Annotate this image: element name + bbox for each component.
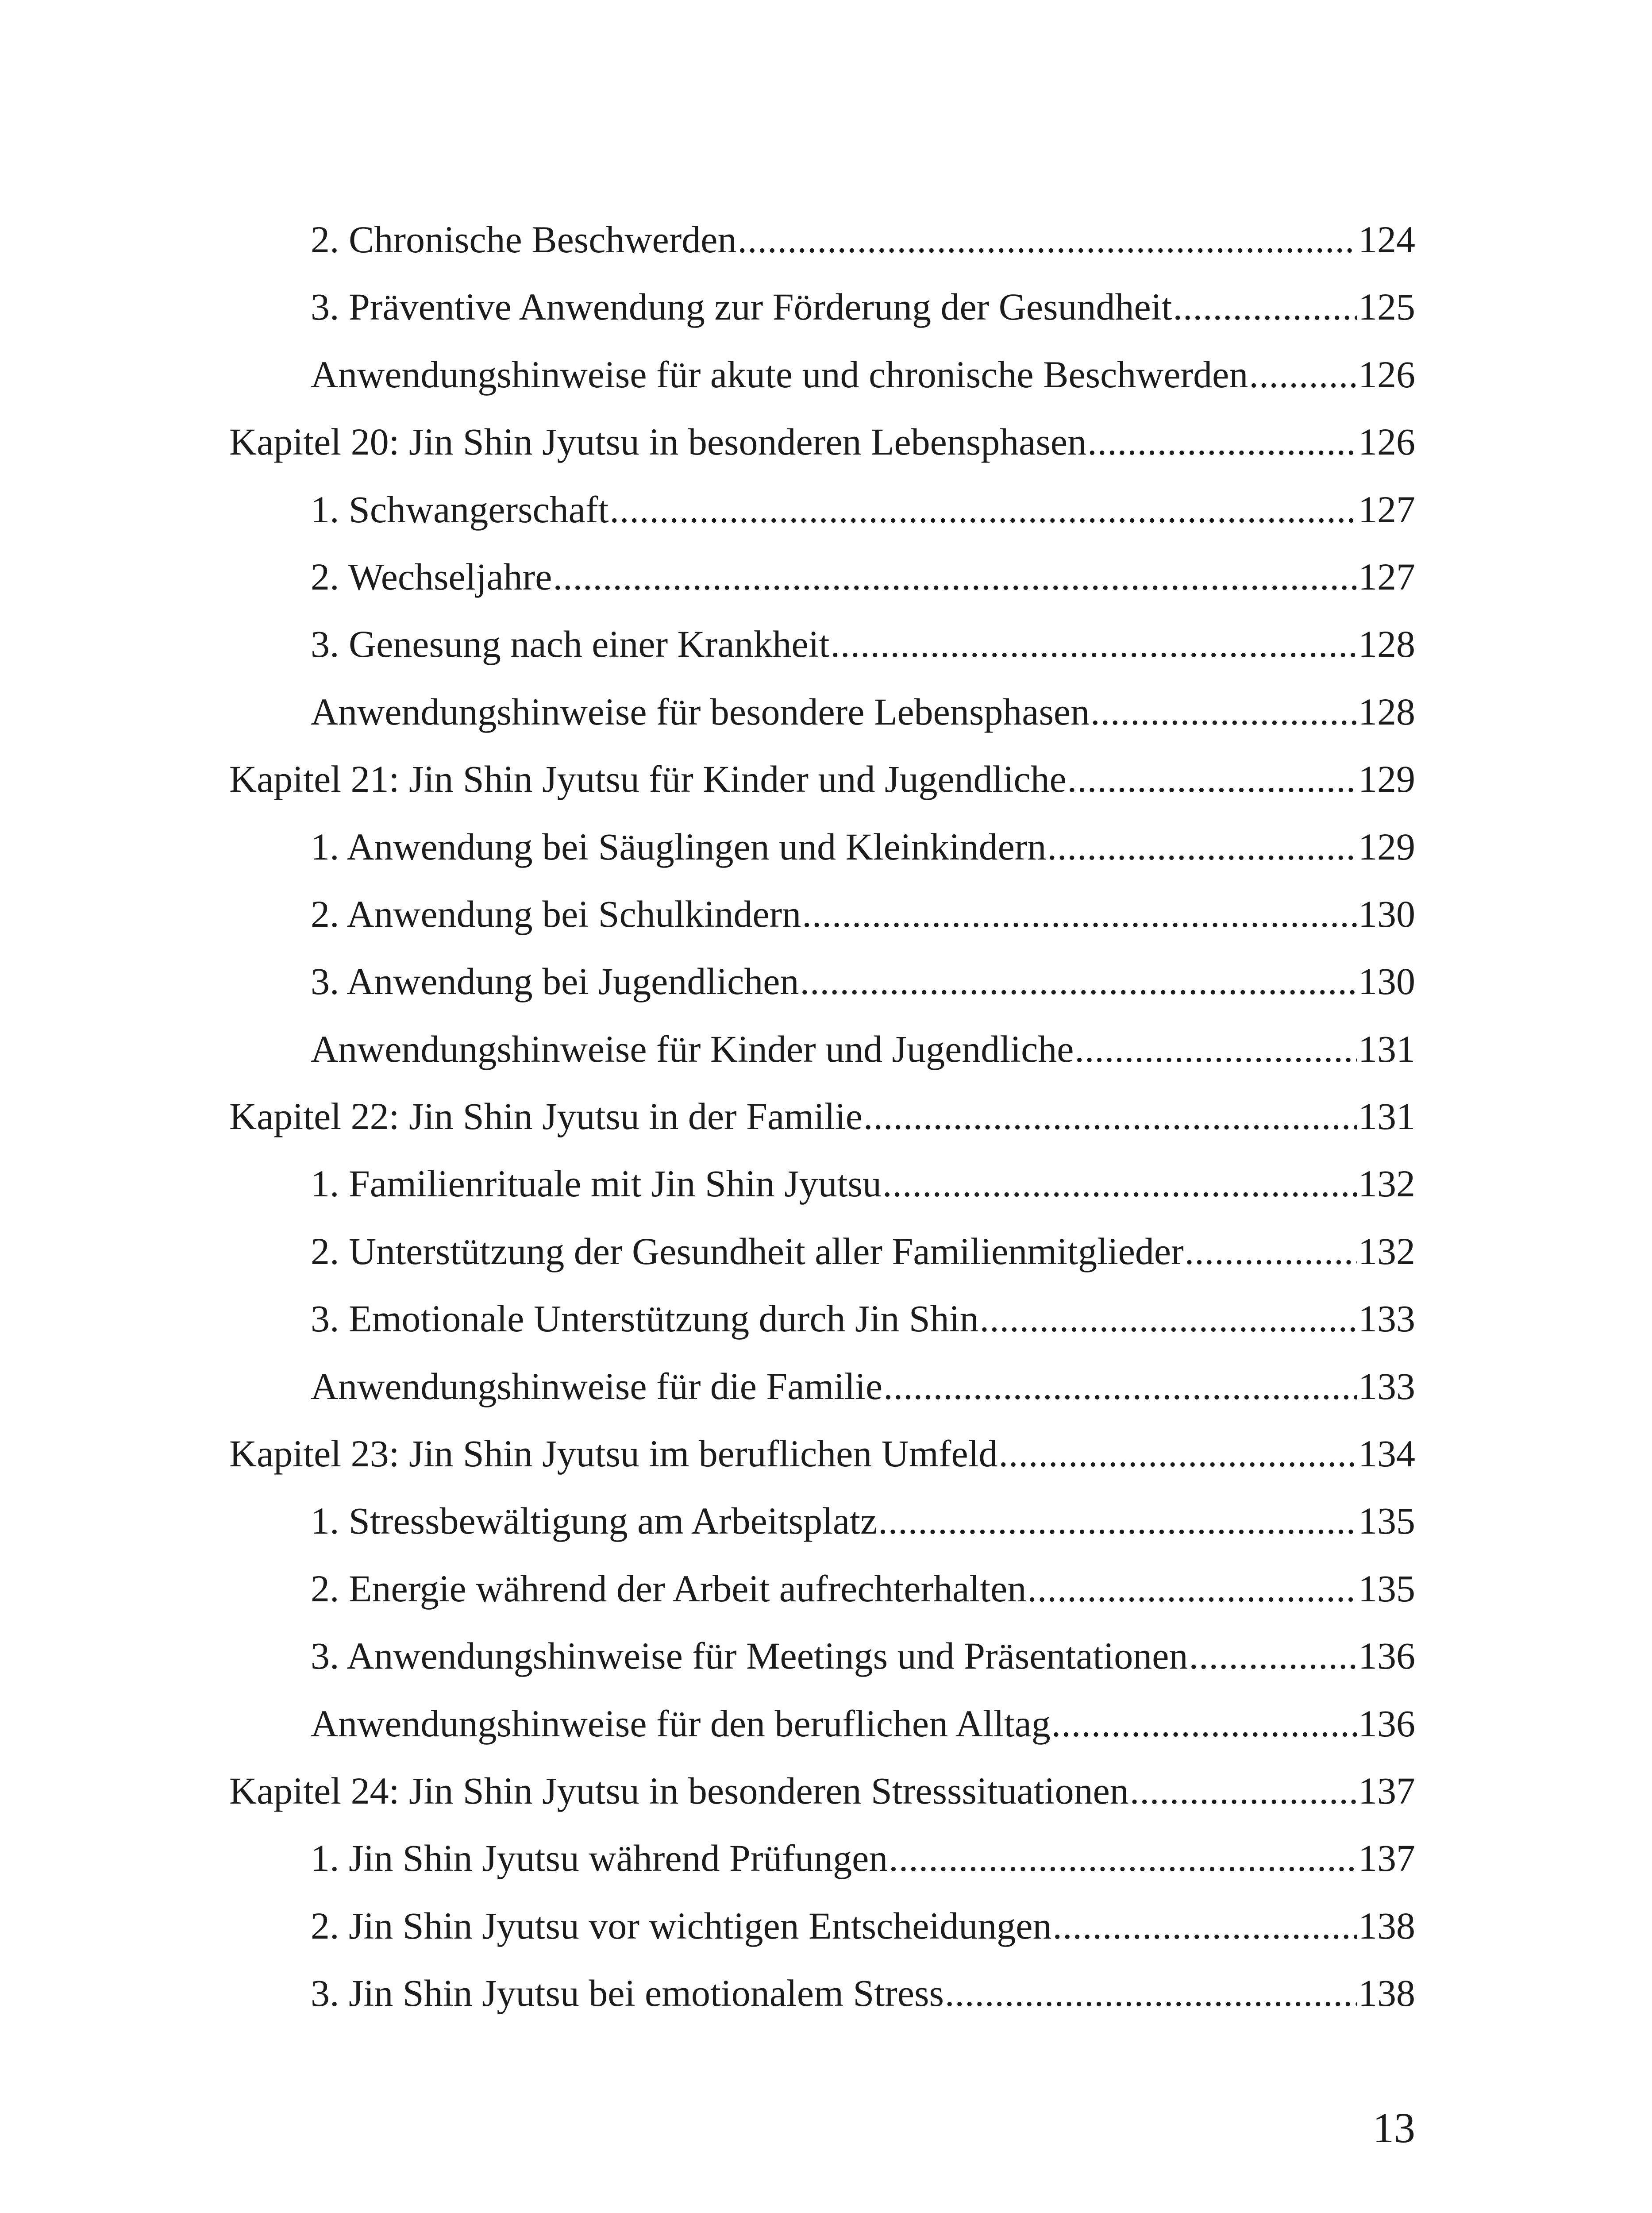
toc-dot-leader [883,1353,1357,1420]
toc-section-entry[interactable] [229,1150,1415,1217]
toc-section-entry[interactable] [229,1690,1415,1757]
toc-section-entry[interactable] [229,1353,1415,1420]
toc-section-entry[interactable] [229,813,1415,880]
toc-section-entry[interactable] [229,1285,1415,1352]
toc-entry-page: 128 [1358,690,1415,733]
toc-entry-page: 136 [1358,1702,1415,1745]
toc-dot-leader [609,476,1357,543]
toc-section-entry[interactable] [229,1555,1415,1622]
toc-entry-page: 137 [1358,1769,1415,1812]
toc-entry-title: 2. Anwendung bei Schulkindern [311,892,801,935]
toc-dot-leader [889,1824,1357,1892]
toc-section-entry[interactable] [229,1622,1415,1689]
toc-entry-page: 133 [1358,1365,1415,1407]
toc-dot-leader [1185,1218,1357,1285]
toc-entry-page: 126 [1358,353,1415,396]
toc-chapter-entry[interactable] [229,745,1415,813]
toc-entry-title: Anwendungshinweise für die Familie [311,1365,883,1407]
toc-dot-leader [1087,408,1357,475]
toc-entry-page: 129 [1358,825,1415,868]
toc-entry-page: 131 [1358,1027,1415,1070]
toc-dot-leader [1047,813,1357,880]
toc-entry-page: 127 [1358,555,1415,598]
toc-entry-title: 3. Anwendung bei Jugendlichen [311,960,799,1003]
toc-dot-leader [999,1420,1357,1487]
toc-dot-leader [1249,341,1357,408]
toc-section-entry[interactable] [229,1487,1415,1554]
toc-dot-leader [863,1083,1357,1150]
toc-entry-title: 1. Jin Shin Jyutsu während Prüfungen [311,1837,888,1880]
toc-entry-page: 133 [1358,1297,1415,1340]
toc-section-entry[interactable] [229,1892,1415,1959]
toc-entry-page: 129 [1358,758,1415,801]
toc-entry-page: 132 [1358,1230,1415,1272]
toc-dot-leader [980,1285,1357,1352]
toc-entry-title: Kapitel 21: Jin Shin Jyutsu für Kinder und Jugendliche [229,758,1067,801]
toc-entry-title: 3. Emotionale Unterstützung durch Jin Shin [311,1297,979,1340]
toc-entry-title: Anwendungshinweise für besondere Lebensphasen [311,690,1090,733]
toc-section-entry[interactable] [229,1015,1415,1083]
toc-entry-page: 128 [1358,623,1415,666]
toc-entry-title: Kapitel 23: Jin Shin Jyutsu im beruflichen Umfeld [229,1432,998,1475]
toc-dot-leader [1189,1622,1357,1689]
toc-entry-page: 130 [1358,960,1415,1003]
toc-entry-page: 132 [1358,1162,1415,1205]
toc-dot-leader [737,206,1357,273]
toc-entry-page: 124 [1358,218,1415,261]
toc-entry-page: 130 [1358,892,1415,935]
toc-section-entry[interactable] [229,610,1415,678]
toc-dot-leader [1027,1555,1357,1622]
toc-entry-title: Anwendungshinweise für Kinder und Jugendliche [311,1027,1074,1070]
toc-section-entry[interactable] [229,273,1415,340]
toc-entry-page: 126 [1358,420,1415,463]
toc-entry-title: 2. Jin Shin Jyutsu vor wichtigen Entscheidungen [311,1904,1052,1947]
toc-entry-page: 135 [1358,1500,1415,1542]
toc-section-entry[interactable] [229,1218,1415,1285]
toc-entry-page: 137 [1358,1837,1415,1880]
toc-entry-title: 1. Anwendung bei Säuglingen und Kleinkindern [311,825,1047,868]
toc-dot-leader [553,543,1357,610]
toc-section-entry[interactable] [229,678,1415,745]
toc-entry-page: 125 [1358,285,1415,328]
toc-dot-leader [882,1150,1357,1217]
toc-dot-leader [878,1487,1357,1554]
toc-chapter-entry[interactable] [229,1420,1415,1487]
toc-entry-title: 3. Anwendungshinweise für Meetings und Präsentationen [311,1635,1188,1677]
toc-dot-leader [1130,1757,1357,1824]
toc-entry-title: 2. Wechseljahre [311,555,552,598]
toc-dot-leader [945,1959,1357,2027]
toc-entry-title: Kapitel 24: Jin Shin Jyutsu in besonderen Stresssituationen [229,1769,1129,1812]
table-of-contents [229,206,1415,2027]
toc-entry-title: 3. Präventive Anwendung zur Förderung der Gesundheit [311,285,1172,328]
toc-entry-title: Anwendungshinweise für akute und chronische Beschwerden [311,353,1248,396]
toc-section-entry[interactable] [229,206,1415,273]
toc-entry-page: 138 [1358,1904,1415,1947]
toc-dot-leader [800,948,1357,1015]
toc-entry-title: Kapitel 22: Jin Shin Jyutsu in der Familie [229,1095,863,1138]
toc-entry-title: 1. Familienrituale mit Jin Shin Jyutsu [311,1162,882,1205]
toc-chapter-entry[interactable] [229,1757,1415,1824]
toc-dot-leader [1067,745,1357,813]
toc-entry-page: 138 [1358,1972,1415,2015]
toc-entry-page: 134 [1358,1432,1415,1475]
toc-entry-title: 3. Jin Shin Jyutsu bei emotionalem Stress [311,1972,944,2015]
toc-dot-leader [831,610,1357,678]
toc-section-entry[interactable] [229,1959,1415,2027]
toc-entry-page: 136 [1358,1635,1415,1677]
toc-dot-leader [1051,1690,1357,1757]
toc-section-entry[interactable] [229,543,1415,610]
toc-dot-leader [1052,1892,1357,1959]
toc-entry-title: 3. Genesung nach einer Krankheit [311,623,830,666]
toc-dot-leader [1074,1015,1357,1083]
toc-entry-page: 135 [1358,1567,1415,1610]
toc-entry-title: 2. Chronische Beschwerden [311,218,737,261]
toc-section-entry[interactable] [229,476,1415,543]
toc-entry-title: 2. Energie während der Arbeit aufrechterhalten [311,1567,1027,1610]
toc-entry-page: 131 [1358,1095,1415,1138]
toc-dot-leader [1173,273,1357,340]
toc-entry-page: 127 [1358,488,1415,531]
toc-entry-title: 2. Unterstützung der Gesundheit aller Familienmitglieder [311,1230,1184,1272]
toc-entry-title: Kapitel 20: Jin Shin Jyutsu in besonderen Lebensphasen [229,420,1087,463]
toc-chapter-entry[interactable] [229,408,1415,475]
toc-section-entry[interactable] [229,948,1415,1015]
toc-chapter-entry[interactable] [229,1083,1415,1150]
toc-section-entry[interactable] [229,880,1415,948]
toc-entry-title: 1. Stressbewältigung am Arbeitsplatz [311,1500,878,1542]
toc-dot-leader [1090,678,1357,745]
toc-section-entry[interactable] [229,1824,1415,1892]
page-number: 13 [1373,2104,1415,2151]
toc-dot-leader [802,880,1357,948]
toc-entry-title: 1. Schwangerschaft [311,488,609,531]
toc-entry-title: Anwendungshinweise für den beruflichen Alltag [311,1702,1051,1745]
toc-section-entry[interactable] [229,341,1415,408]
